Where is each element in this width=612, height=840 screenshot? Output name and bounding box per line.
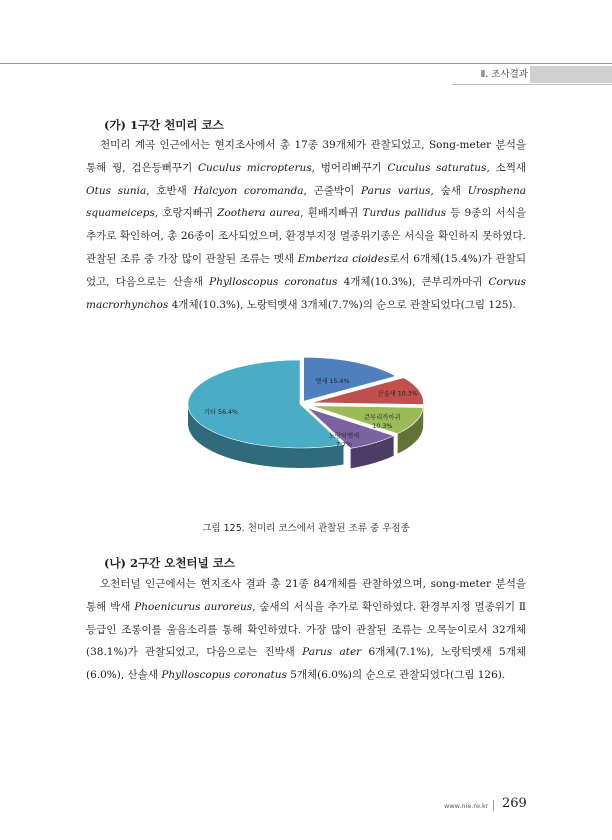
text-run: , 곤줄박이 bbox=[303, 184, 361, 197]
slice-sansolsae-label: 산솔새 10.3% bbox=[377, 390, 418, 398]
pie-chart-svg bbox=[176, 340, 440, 510]
slice-gita-label: 기타 56.4% bbox=[203, 408, 239, 416]
species-name: Otus sunia bbox=[86, 184, 147, 197]
page-number: 269 bbox=[502, 796, 527, 811]
slice-meatsae-label: 멧새 15.4% bbox=[315, 378, 350, 386]
section-b-paragraph bbox=[86, 573, 526, 687]
section-tab bbox=[530, 66, 612, 83]
footer-separator bbox=[493, 800, 494, 811]
species-name: Corvus macrorhynchos bbox=[86, 275, 526, 311]
species-name: Halcyon coromanda bbox=[193, 184, 304, 197]
text-run: 4개체(10.3%), 노랑턱멧새 3개체(7.7%)의 순으로 관찰되었다(그림 125). bbox=[168, 298, 516, 311]
text-run: 오천터널 인근에서는 현지조사 결과 총 21종 84개체를 관찰하였으며, song-meter 분석을 통해 박새 bbox=[86, 578, 526, 613]
species-name: Phylloscopus coronatus bbox=[209, 275, 338, 288]
text-run: , 흰배지빠귀 bbox=[300, 207, 363, 220]
text-run: , 호반새 bbox=[146, 184, 194, 197]
section-a-paragraph bbox=[86, 134, 526, 316]
section-b-heading: (나) 2구간 오천터널 코스 bbox=[104, 556, 235, 570]
species-name: Cuculus micropterus bbox=[198, 161, 312, 174]
header-rule bbox=[0, 63, 612, 64]
text-run: 로서 6개체(15.4%)가 관찰되었고, 다음으로는 산솔새 bbox=[86, 252, 526, 288]
figure-caption: 그림 125. 천미리 코스에서 관찰된 조류 중 우점종 bbox=[202, 523, 410, 534]
species-name: Zoothera aurea bbox=[217, 207, 301, 220]
text-run: , 숲새 bbox=[430, 184, 468, 197]
slice-keunburi-label: 큰부리까마귀 10.3% bbox=[364, 413, 401, 430]
section-b-text bbox=[86, 573, 526, 687]
section-a-text bbox=[86, 134, 526, 316]
text-run: , 소쩍새 bbox=[486, 161, 526, 174]
species-name: Parus ater bbox=[302, 646, 362, 659]
text-run: 5개체(6.0%)의 순으로 관찰되었다(그림 126). bbox=[286, 669, 506, 682]
text-run: 등 9종의 서식을 추가로 확인하여, 총 26종이 조사되었으며, 환경부지정 멸종위기종은 서식을 확인하지 못하였다. 관찰된 조류 중 가장 많이 관찰된 조류는 멧새 bbox=[86, 207, 526, 265]
text-run: , 벙어리뻐꾸기 bbox=[311, 161, 388, 174]
species-name: Parus varius bbox=[361, 184, 431, 197]
pie-chart bbox=[176, 340, 440, 510]
text-run: 천미리 계곡 인근에서는 현지조사에서 총 17종 39개체가 관찰되었고, Song-meter 분석을 통해 꿩, 검은등뻐꾸기 bbox=[86, 139, 526, 174]
footer-url: www.nie.re.kr bbox=[444, 802, 489, 810]
section-a-heading: (가) 1구간 천미리 코스 bbox=[104, 118, 224, 132]
species-name: Turdus pallidus bbox=[362, 207, 447, 220]
slice-norangteok-label: 노랑턱멧새 7.7% bbox=[328, 432, 360, 449]
species-name: Emberiza cioides bbox=[297, 252, 390, 265]
species-name: Cuculus saturatus bbox=[387, 161, 487, 174]
text-run: 4개체(10.3%), 큰부리까마귀 bbox=[337, 275, 489, 288]
species-name: Phylloscopus coronatus bbox=[161, 669, 287, 682]
text-run: 숲새의 서식을 추가로 확인하였다. 환경부지정 멸종위기 Ⅱ등급인 조롱이를 울음소리를 통해 확인하였다. 가장 많이 관찰된 조류는 오목눈이로서 32개체(38.1%)가 관찰되었고, 다음으로는 진박새 bbox=[86, 600, 526, 659]
species-name: Urosphena squameiceps bbox=[86, 184, 526, 220]
section-label: Ⅱ. 조사결과 bbox=[480, 69, 528, 80]
text-run: , 호랑지빠귀 bbox=[154, 207, 218, 220]
species-name: Phoenicurus auroreus, bbox=[134, 600, 256, 613]
text-run: 6개체(7.1%), 노랑턱멧새 5개체(6.0%), 산솔새 bbox=[86, 646, 526, 682]
header-underline bbox=[452, 84, 612, 85]
